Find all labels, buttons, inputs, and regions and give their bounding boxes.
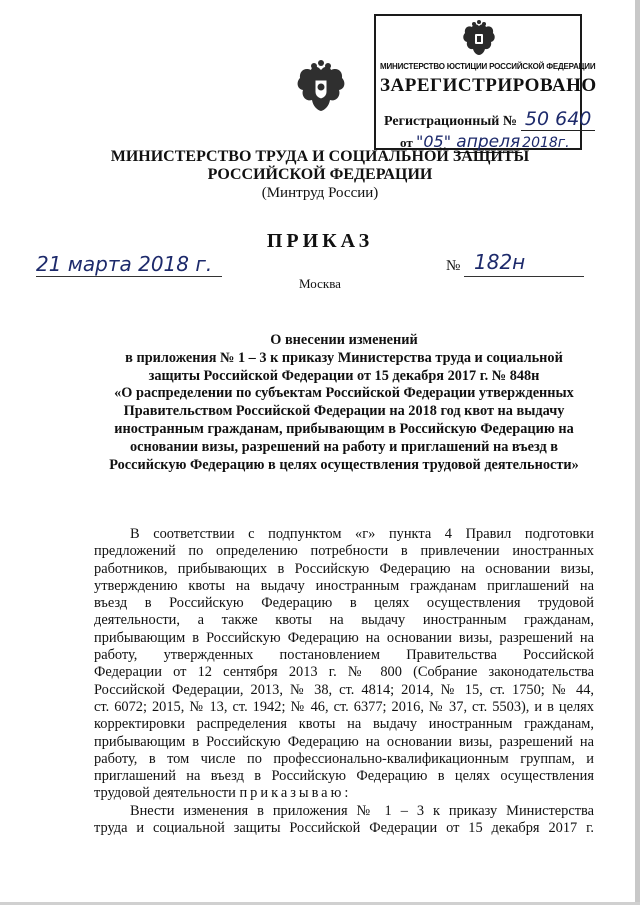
body-line: Российской Федерации, 2013, № 38, ст. 4814; 2014, № 15, ст. 1750; № 44, [94,681,594,698]
body-line: корректировки распределения квоты на выдачу иностранным гражданам, [94,716,594,733]
stamp-reg-number: 50 640 [521,108,595,131]
stamp-date-month: апреля [456,132,521,152]
coat-of-arms-icon [459,20,499,60]
body-line: труда и социальной защиты Российской Федерации от 15 декабря 2017 г. [94,820,594,837]
stamp-date-day: "05" [415,132,452,151]
body-line [94,785,594,802]
title-line: «О распределении по субъектам Российской Федерации утвержденных [114,385,574,402]
body-line: утверждению квоты на выдачу иностранным гражданам приглашений на [94,577,594,594]
stamp-reg-label: Регистрационный № [384,114,517,129]
body-line: деятельности, а также квоты на выдачу иностранным гражданам, [94,612,594,629]
body-line: работу, утвержденных постановлением Правительства Российской [94,647,594,664]
stamp-registration-line [384,108,595,131]
order-city: Москва [299,276,341,291]
order-date: 21 марта 2018 г. [36,252,213,276]
body-line: въезд в Российскую Федерацию в целях осуществления трудовой [94,595,594,612]
body-line: работу, в том числе по профессионально-квалификационным группам, и [94,750,594,767]
stamp-date-year: 2018г. [522,135,570,151]
order-number: 182н [474,250,526,274]
body-line: работников, прибывающих в Российскую Федерацию на основании визы, [94,560,594,577]
body-line: предложений по определению потребности в привлечении иностранных [94,543,594,560]
order-number-label: № [446,258,461,274]
body-line: ст. 6072; 2015, № 13, ст. 1942; № 46, ст. 6377; 2016, № 37, ст. 5503), и в целях [94,698,594,715]
order-body [94,526,594,837]
document-type-heading: ПРИКАЗ [266,230,374,252]
title-line: Правительством Российской Федерации на 2018 год квот на выдачу [123,403,565,420]
order-keyword: приказываю: [239,785,352,802]
stamp-ministry-name: МИНИСТЕРСТВО ЮСТИЦИИ РОССИЙСКОЙ ФЕДЕРАЦИИ [380,62,596,71]
scan-edge-right [635,0,640,905]
body-line: Внести изменения в приложения № 1 – 3 к приказу Министерства [130,802,594,819]
title-line: Российскую Федерацию в целях осуществления трудовой деятельности» [109,456,579,473]
title-line: иностранным гражданам, прибывающим в Российскую Федерацию на [114,420,574,437]
title-line: защиты Российской Федерации от 15 декабря 2017 г. № 848н [148,367,540,384]
order-title [88,332,600,474]
body-line-text: трудовой деятельности [94,785,236,802]
body-line: В соответствии с подпунктом «г» пункта 4 Правил подготовки [130,526,594,542]
title-line: О внесении изменений [270,332,418,348]
title-line: основании визы, разрешений на работу и приглашений на въезд в [130,438,558,455]
ministry-short-name: (Минтруд России) [261,185,379,201]
double-headed-eagle-icon [295,60,347,116]
body-line: прибывающим в Российскую Федерацию на основании визы, разрешений на [94,629,594,646]
body-line: приглашений на въезд в Российскую Федерацию в целях осуществления [94,768,594,785]
ministry-name-line1: МИНИСТЕРСТВО ТРУДА И СОЦИАЛЬНОЙ ЗАЩИТЫ [110,148,530,165]
body-line: прибывающим в Российскую Федерацию на основании визы, разрешений на [94,733,594,750]
body-line: Федерации от 12 сентября 2013 г. № 800 (Собрание законодательства [94,664,594,681]
stamp-registered-label: ЗАРЕГИСТРИРОВАНО [380,75,597,96]
stamp-date-prefix: от [400,135,413,150]
title-line: в приложения № 1 – 3 к приказу Министерства труда и социальной [125,349,563,366]
registration-stamp [374,14,597,152]
ministry-name-line2: РОССИЙСКОЙ ФЕДЕРАЦИИ [207,166,433,183]
